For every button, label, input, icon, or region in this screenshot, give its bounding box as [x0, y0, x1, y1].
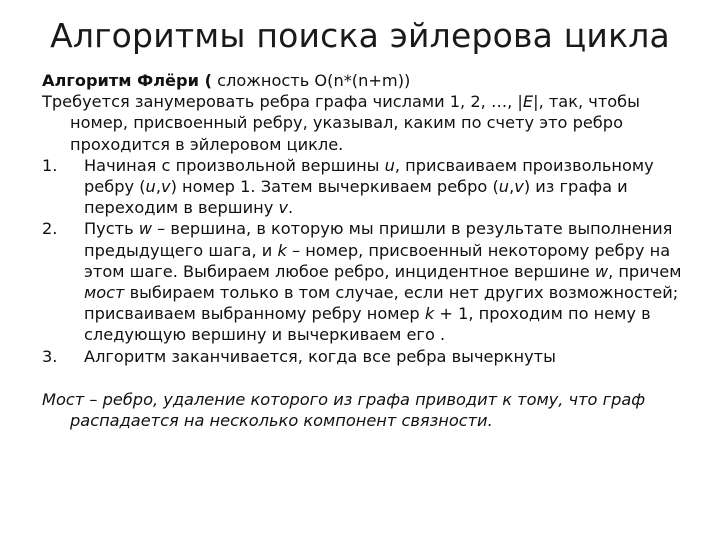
algorithm-heading [42, 70, 692, 91]
step-1 [42, 155, 692, 219]
bridge-definition: Мост – ребро, удаление которого из графа приводит к тому, что граф распадается на несколько компонент связности. [42, 389, 646, 431]
step-text: , [509, 177, 515, 197]
vertex-symbol: v [278, 198, 289, 218]
task-statement [42, 91, 692, 155]
vertex-symbol: w [138, 219, 153, 239]
spacer [42, 367, 692, 389]
task-text-b: |, так, чтобы номер, присвоенный ребру, указывал, каким по счету это ребро проходится в эйлеровом цикле. [70, 92, 640, 154]
number-symbol: k [424, 304, 435, 324]
step-text: + 1, проходим по нему в следующую вершину и вычеркиваем его . [84, 304, 651, 345]
vertex-symbol: v [160, 177, 171, 197]
step-number: 3. [42, 346, 58, 366]
task-text-a: Требуется занумеровать ребра графа числами 1, 2, …, | [42, 92, 523, 112]
step-text: Пусть [84, 219, 139, 239]
number-symbol: k [277, 240, 287, 260]
edge-set-symbol: E [522, 92, 534, 112]
algorithm-name: Алгоритм Флёри ( [42, 71, 212, 90]
step-text: Начиная с произвольной вершины [84, 155, 385, 175]
vertex-symbol: u [145, 177, 156, 197]
step-text: – вершина, в которую мы пришли в результате выполнения предыдущего шага, и [84, 219, 673, 260]
slide-title: Алгоритмы поиска эйлерова цикла [50, 16, 670, 55]
step-text: . [288, 198, 294, 218]
step-text: выбираем только в том случае, если нет других возможностей; присваиваем выбранному ребру номер [84, 283, 679, 324]
bridge-term: мост [84, 283, 125, 303]
algorithm-complexity: сложность O(n*(n+m)) [212, 71, 411, 90]
vertex-symbol: u [498, 177, 510, 197]
step-text: Алгоритм заканчивается, когда все ребра вычеркнуты [84, 346, 556, 366]
step-number: 2. [42, 219, 58, 239]
step-text: ) из графа и переходим в вершину [84, 177, 628, 218]
step-text: – номер, присвоенный некоторому ребру на этом шаге. Выбираем любое ребро, инцидентное вершине [84, 240, 671, 281]
vertex-symbol: v [514, 177, 524, 197]
step-text: ) номер 1. Затем вычеркиваем ребро ( [170, 177, 499, 197]
step-2 [42, 218, 692, 345]
slide-body [42, 70, 692, 431]
vertex-symbol: u [384, 155, 395, 175]
step-text: , [155, 177, 161, 197]
step-text: , присваиваем произвольному ребру ( [84, 155, 654, 197]
step-3 [42, 346, 692, 367]
step-text: , причем [608, 261, 682, 281]
step-number: 1. [42, 155, 58, 175]
vertex-symbol: w [594, 261, 609, 281]
